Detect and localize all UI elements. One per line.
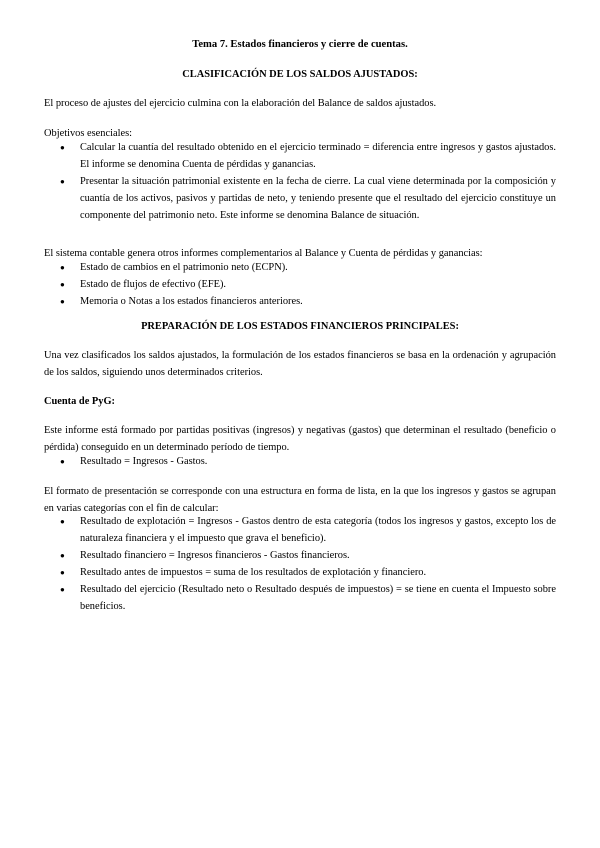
bullet-icon: ● — [60, 585, 65, 594]
bullet-icon: ● — [60, 280, 65, 289]
bullet-icon: ● — [60, 263, 65, 272]
section-heading-clasificacion: CLASIFICACIÓN DE LOS SALDOS AJUSTADOS: — [182, 69, 418, 80]
bullet-icon: ● — [60, 517, 65, 526]
bullet-icon: ● — [60, 568, 65, 577]
document-title: Tema 7. Estados financieros y cierre de cuentas. — [192, 39, 408, 50]
format-paragraph: El formato de presentación se corresponde con una estructura en forma de lista, en la que los ingresos y gastos se agrupan en varias categorías con el fin de calcular: — [44, 486, 556, 514]
section-heading-preparacion: PREPARACIÓN DE LOS ESTADOS FINANCIEROS PRINCIPALES: — [141, 321, 459, 332]
bullet-icon: ● — [60, 297, 65, 306]
list-item: ● Presentar la situación patrimonial existente en la fecha de cierre. La cual viene determinada por la composición y cuantía de los activos, pasivos y partidas de neto, y teniendo presente que el resultado del ejercicio constituye un componente del patrimonio neto. Este informe se denomina Balance de situación. — [44, 173, 556, 224]
objectives-list — [44, 139, 556, 224]
list-item: ● Resultado antes de impuestos = suma de los resultados de explotación y financiero. — [44, 564, 556, 581]
complementary-list — [44, 259, 556, 310]
list-item: ● Resultado de explotación = Ingresos - Gastos dentro de esta categoría (todos los ingresos y gastos, excepto los de naturaleza financiera y el impuesto que grava el beneficio). — [44, 513, 556, 547]
intro-paragraph: El proceso de ajustes del ejercicio culmina con la elaboración del Balance de saldos ajustados. — [44, 98, 437, 109]
bullet-icon: ● — [60, 457, 65, 466]
preparation-intro: Una vez clasificados los saldos ajustados, la formulación de los estados financieros se basa en la ordenación y agrupación de los saldos, siguiendo unos determinados criterios. — [44, 350, 556, 378]
bullet-icon: ● — [60, 551, 65, 560]
list-item: ● Memoria o Notas a los estados financieros anteriores. — [44, 293, 556, 310]
complementary-intro: El sistema contable genera otros informes complementarios al Balance y Cuenta de pérdidas y ganancias: — [44, 248, 483, 259]
list-item: ● Resultado = Ingresos - Gastos. — [44, 453, 556, 470]
list-item: ● Resultado financiero = Ingresos financieros - Gastos financieros. — [44, 547, 556, 564]
format-list — [44, 513, 556, 615]
list-item: ● Calcular la cuantía del resultado obtenido en el ejercicio terminado = diferencia entre ingresos y gastos ajustados. El informe se denomina Cuenta de pérdidas y ganancias. — [44, 139, 556, 173]
pyg-list — [44, 453, 556, 470]
pyg-paragraph: Este informe está formado por partidas positivas (ingresos) y negativas (gastos) que determinan el resultado (beneficio o pérdida) conseguido en un determinado período de tiempo. — [44, 425, 556, 453]
bullet-icon: ● — [60, 177, 65, 186]
objectives-label: Objetivos esenciales: — [44, 128, 133, 139]
bullet-icon: ● — [60, 143, 65, 152]
list-item: ● Resultado del ejercicio (Resultado neto o Resultado después de impuestos) = se tiene en cuenta el Impuesto sobre beneficios. — [44, 581, 556, 615]
list-item: ● Estado de flujos de efectivo (EFE). — [44, 276, 556, 293]
list-item: ● Estado de cambios en el patrimonio neto (ECPN). — [44, 259, 556, 276]
pyg-label: Cuenta de PyG: — [44, 396, 115, 407]
